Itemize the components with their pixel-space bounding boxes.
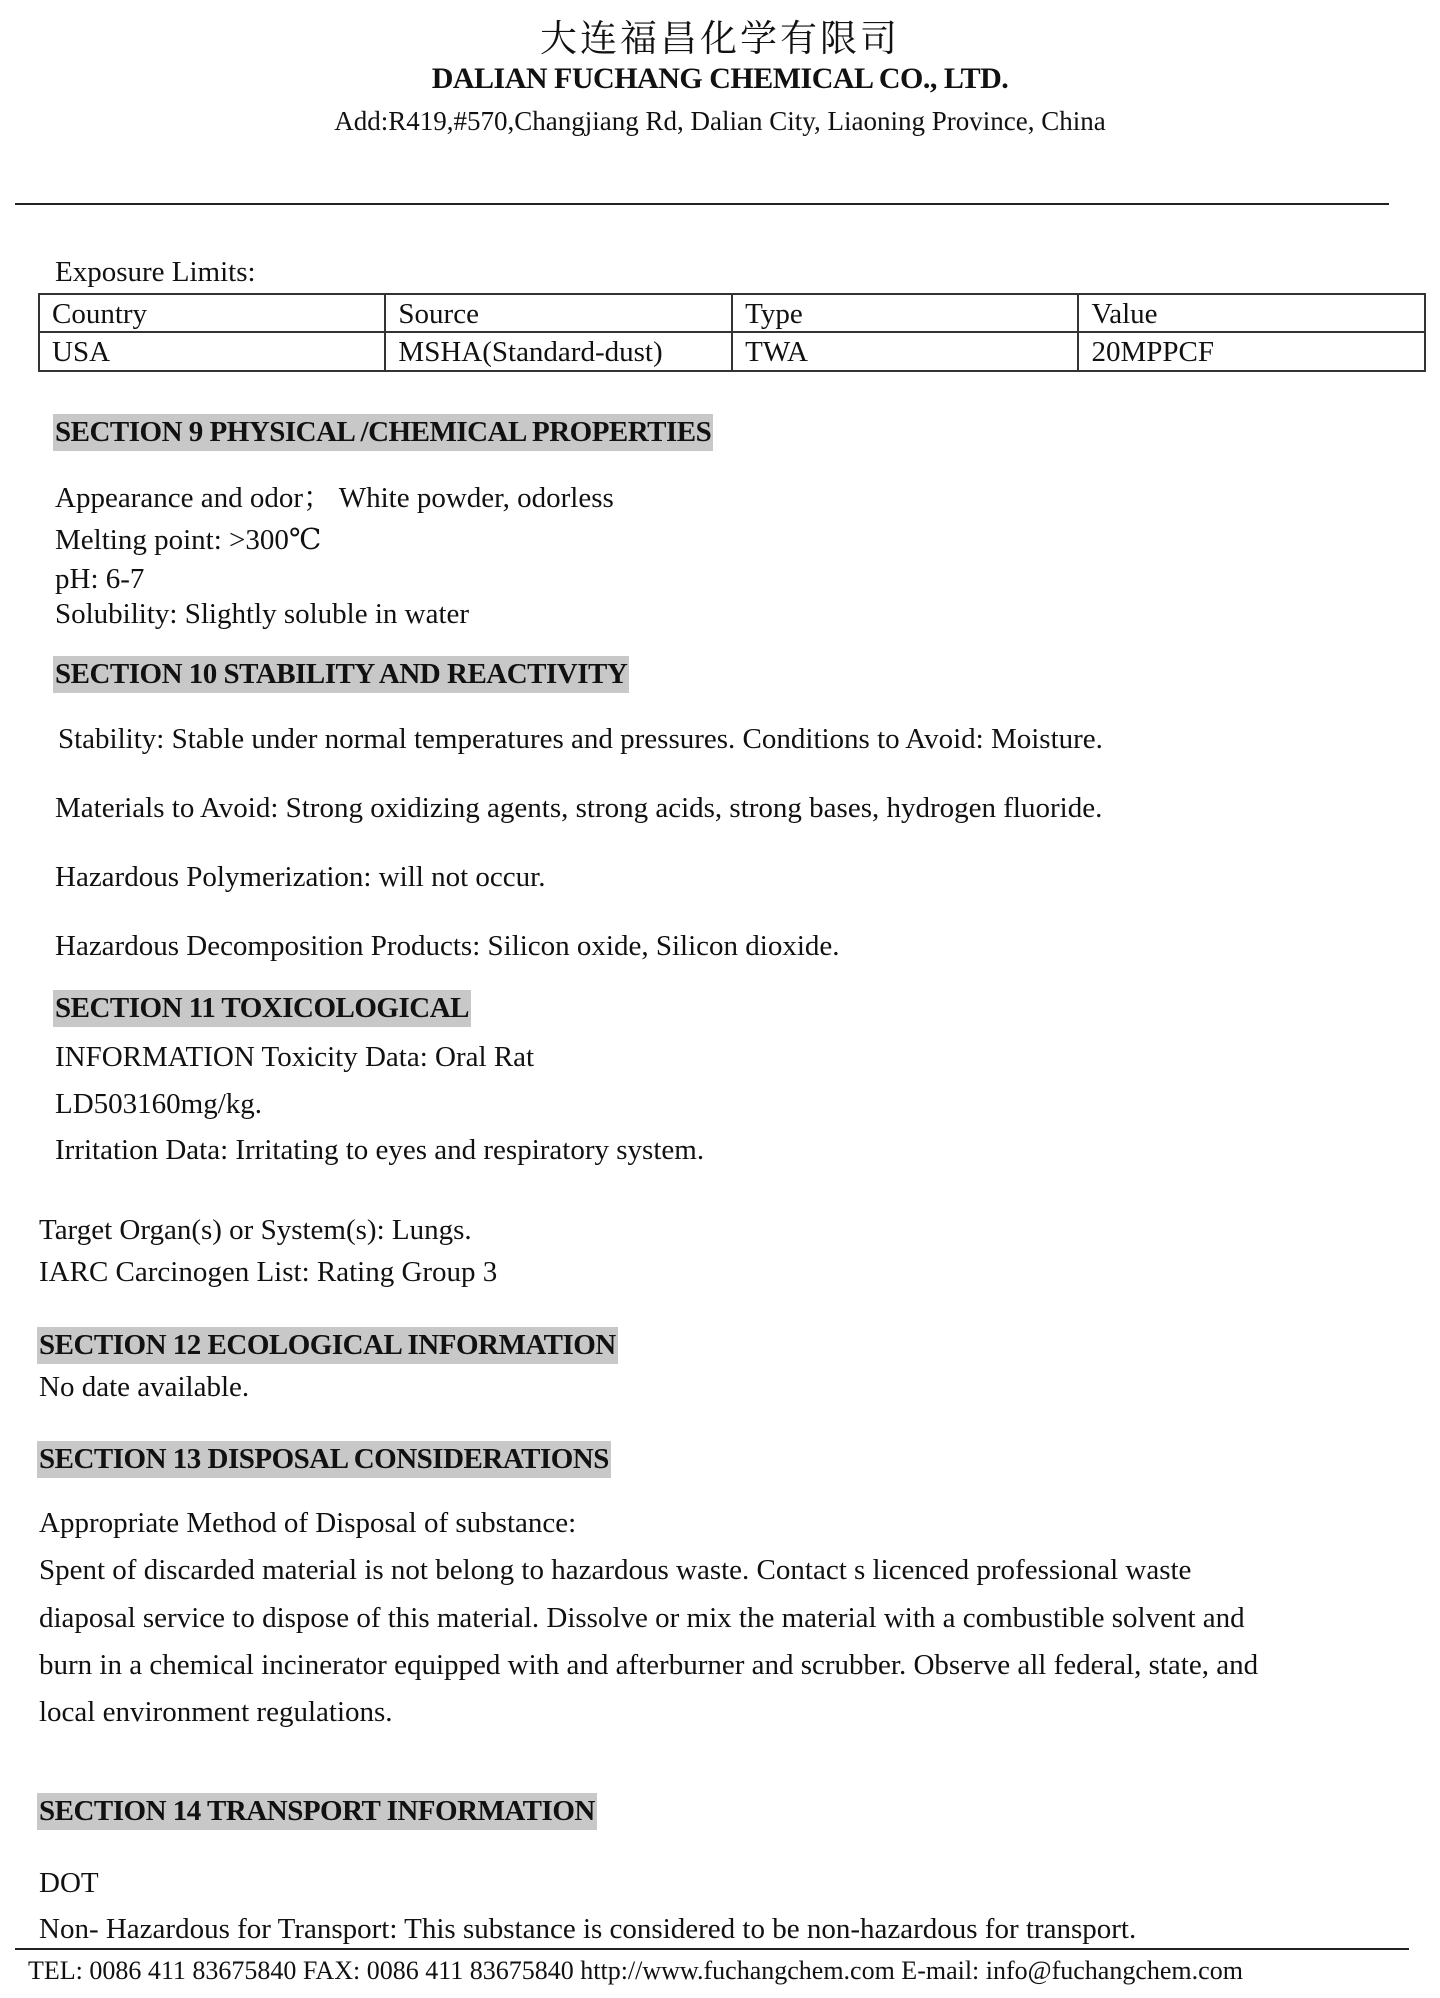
- footer-divider: [15, 1948, 1409, 1950]
- disposal-text-line: diaposal service to dispose of this material. Dissolve or mix the material with a combustible solvent and: [39, 1602, 1245, 1634]
- company-name-chinese: 大连福昌化学有限司: [540, 17, 900, 60]
- disposal-text-line: local environment regulations.: [39, 1696, 393, 1728]
- solubility: Solubility: Slightly soluble in water: [55, 598, 470, 630]
- table-row: [39, 332, 1425, 370]
- target-organs: Target Organ(s) or System(s): Lungs.: [39, 1214, 472, 1246]
- melting-point: Melting point: >300℃: [55, 524, 322, 556]
- table-header-cell: Value: [1078, 294, 1425, 332]
- disposal-text-line: burn in a chemical incinerator equipped with and afterburner and scrubber. Observe all federal, state, and: [39, 1649, 1259, 1681]
- table-header-row: [39, 294, 1425, 332]
- section-9-heading: SECTION 9 PHYSICAL /CHEMICAL PROPERTIES: [53, 414, 713, 451]
- section-10-heading: SECTION 10 STABILITY AND REACTIVITY: [53, 656, 629, 693]
- irritation-data: Irritation Data: Irritating to eyes and respiratory system.: [55, 1134, 705, 1166]
- table-header-cell: Country: [39, 294, 385, 332]
- decomposition-products: Hazardous Decomposition Products: Silicon oxide, Silicon dioxide.: [55, 930, 840, 962]
- stability-text: Stability: Stable under normal temperatures and pressures. Conditions to Avoid: Moisture.: [58, 723, 1103, 755]
- company-name-english: DALIAN FUCHANG CHEMICAL CO., LTD.: [431, 62, 1009, 95]
- section-11-heading: SECTION 11 TOXICOLOGICAL: [53, 990, 471, 1027]
- section-12-heading: SECTION 12 ECOLOGICAL INFORMATION: [37, 1327, 618, 1364]
- section-13-heading: SECTION 13 DISPOSAL CONSIDERATIONS: [37, 1441, 611, 1478]
- table-header-cell: Source: [385, 294, 732, 332]
- iarc-carcinogen: IARC Carcinogen List: Rating Group 3: [39, 1256, 498, 1288]
- disposal-text-line: Spent of discarded material is not belong to hazardous waste. Contact s licenced professional waste: [39, 1554, 1192, 1586]
- ecological-text: No date available.: [39, 1371, 250, 1403]
- disposal-method-label: Appropriate Method of Disposal of substance:: [39, 1507, 577, 1539]
- hazardous-polymerization: Hazardous Polymerization: will not occur.: [55, 861, 546, 893]
- table-header-cell: Type: [732, 294, 1078, 332]
- exposure-limits-label: Exposure Limits:: [55, 256, 256, 288]
- header-divider: [15, 203, 1389, 205]
- table-cell: 20MPPCF: [1078, 332, 1425, 370]
- dot-label: DOT: [39, 1867, 99, 1899]
- transport-text: Non- Hazardous for Transport: This substance is considered to be non-hazardous for transport.: [39, 1913, 1137, 1945]
- ph-value: pH: 6-7: [55, 563, 145, 595]
- materials-to-avoid: Materials to Avoid: Strong oxidizing agents, strong acids, strong bases, hydrogen fluoride.: [55, 792, 1103, 824]
- exposure-limits-table: [38, 293, 1426, 372]
- table-cell: USA: [39, 332, 385, 370]
- appearance-odor: Appearance and odor； White powder, odorless: [55, 482, 614, 514]
- footer-contact: TEL: 0086 411 83675840 FAX: 0086 411 83675840 http://www.fuchangchem.com E-mail: info@fuchangchem.com: [28, 1956, 1243, 1985]
- company-address: Add:R419,#570,Changjiang Rd, Dalian City, Liaoning Province, China: [334, 106, 1106, 136]
- table-cell: MSHA(Standard-dust): [385, 332, 732, 370]
- table-cell: TWA: [732, 332, 1078, 370]
- section-14-heading: SECTION 14 TRANSPORT INFORMATION: [37, 1793, 597, 1830]
- toxicity-data: INFORMATION Toxicity Data: Oral Rat: [55, 1041, 535, 1073]
- ld50-value: LD503160mg/kg.: [55, 1088, 263, 1120]
